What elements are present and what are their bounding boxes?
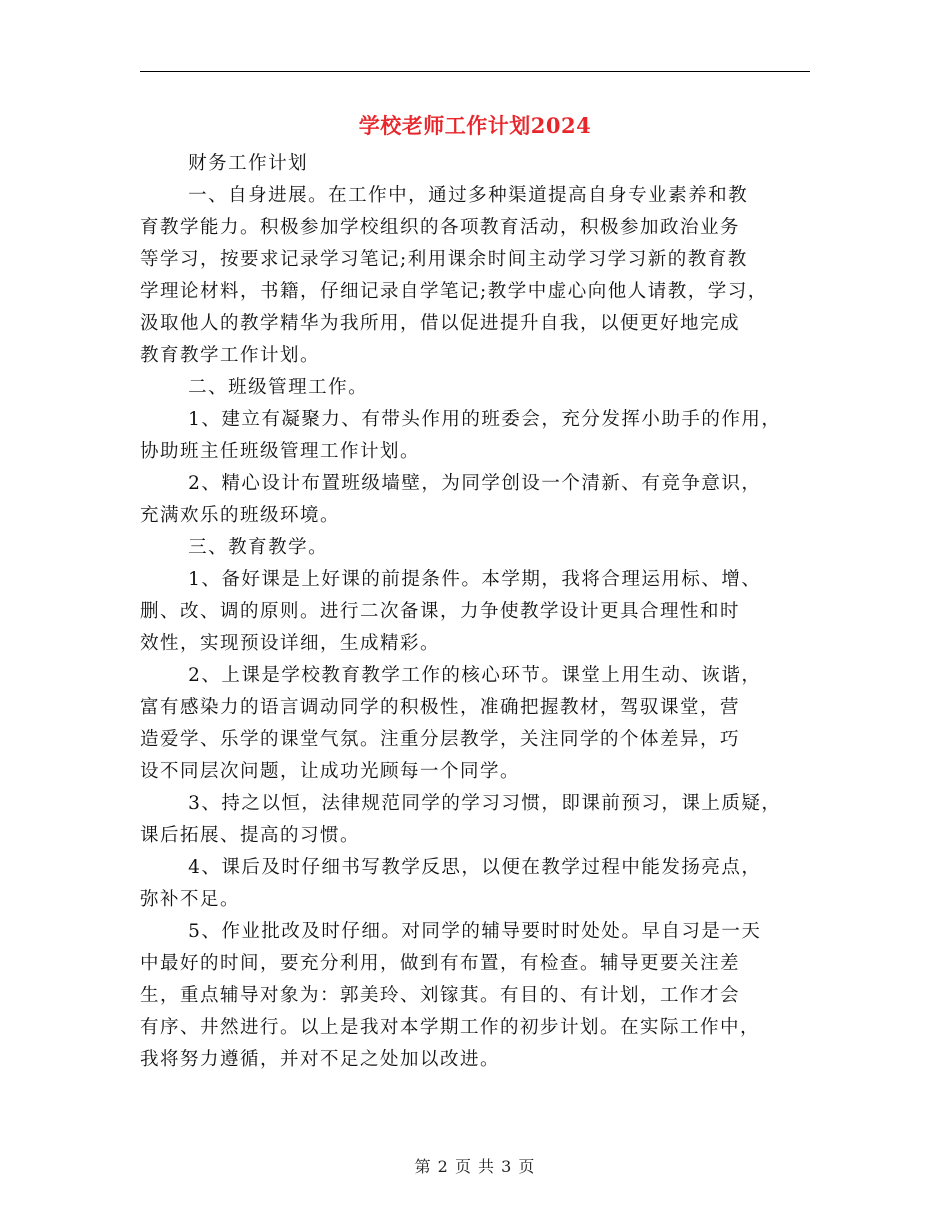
text-line: 财务工作计划 <box>188 153 309 174</box>
text-line: 等学习，按要求记录学习笔记;利用课余时间主动学习学习新的教育教 <box>140 249 748 270</box>
text-line: 三、教育教学。 <box>188 537 329 558</box>
text-line: 生，重点辅导对象为：郭美玲、刘镓萁。有目的、有计划，工作才会 <box>140 985 741 1006</box>
document-title: 学校老师工作计划2024 <box>358 113 592 138</box>
text-line: 2、精心设计布置班级墙壁，为同学创设一个清新、有竞争意识， <box>188 473 762 494</box>
paragraph <box>140 148 812 180</box>
text-line: 1、建立有凝聚力、有带头作用的班委会，充分发挥小助手的作用， <box>188 409 782 430</box>
page-indicator: 第 2 页 共 3 页 <box>414 1157 536 1176</box>
paragraph <box>140 916 812 1076</box>
paragraph <box>140 852 812 916</box>
text-line: 学理论材料，书籍，仔细记录自学笔记;教学中虚心向他人请教，学习， <box>140 281 768 302</box>
text-line: 教育教学工作计划。 <box>140 345 321 366</box>
text-line: 3、持之以恒，法律规范同学的学习习惯，即课前预习，课上质疑， <box>188 793 782 814</box>
paragraph <box>140 404 812 468</box>
text-line: 2、上课是学校教育教学工作的核心环节。课堂上用生动、诙谐， <box>188 665 762 686</box>
paragraph <box>140 180 812 372</box>
text-line: 效性，实现预设详细，生成精彩。 <box>140 633 441 654</box>
paragraph <box>140 660 812 788</box>
text-line: 充满欢乐的班级环境。 <box>140 505 341 526</box>
text-line: 有序、井然进行。以上是我对本学期工作的初步计划。在实际工作中， <box>140 1017 761 1038</box>
text-line: 我将努力遵循，并对不足之处加以改进。 <box>140 1049 501 1070</box>
text-line: 造爱学、乐学的课堂气氛。注重分层教学，关注同学的个体差异，巧 <box>140 729 741 750</box>
text-line: 设不同层次问题，让成功光顾每一个同学。 <box>140 761 521 782</box>
text-line: 二、班级管理工作。 <box>188 377 369 398</box>
header-rule <box>140 71 810 72</box>
text-line: 协助班主任班级管理工作计划。 <box>140 441 421 462</box>
paragraph <box>140 564 812 660</box>
paragraph <box>140 468 812 532</box>
text-line: 5、作业批改及时仔细。对同学的辅导要时时处处。早自习是一天 <box>188 921 762 942</box>
text-line: 课后拓展、提高的习惯。 <box>140 825 361 846</box>
paragraph <box>140 372 812 404</box>
text-line: 育教学能力。积极参加学校组织的各项教育活动，积极参加政治业务 <box>140 217 741 238</box>
text-line: 汲取他人的教学精华为我所用，借以促进提升自我，以便更好地完成 <box>140 313 741 334</box>
document-body <box>140 148 812 1076</box>
text-line: 富有感染力的语言调动同学的积极性，准确把握教材，驾驭课堂，营 <box>140 697 741 718</box>
text-line: 弥补不足。 <box>140 889 241 910</box>
paragraph <box>140 788 812 852</box>
text-line: 4、课后及时仔细书写教学反思，以便在教学过程中能发扬亮点， <box>188 857 762 878</box>
paragraph <box>140 532 812 564</box>
text-line: 中最好的时间，要充分利用，做到有布置，有检查。辅导更要关注差 <box>140 953 741 974</box>
text-line: 一、自身进展。在工作中，通过多种渠道提高自身专业素养和教 <box>188 185 749 206</box>
text-line: 删、改、调的原则。进行二次备课，力争使教学设计更具合理性和时 <box>140 601 741 622</box>
text-line: 1、备好课是上好课的前提条件。本学期，我将合理运用标、增、 <box>188 569 762 590</box>
